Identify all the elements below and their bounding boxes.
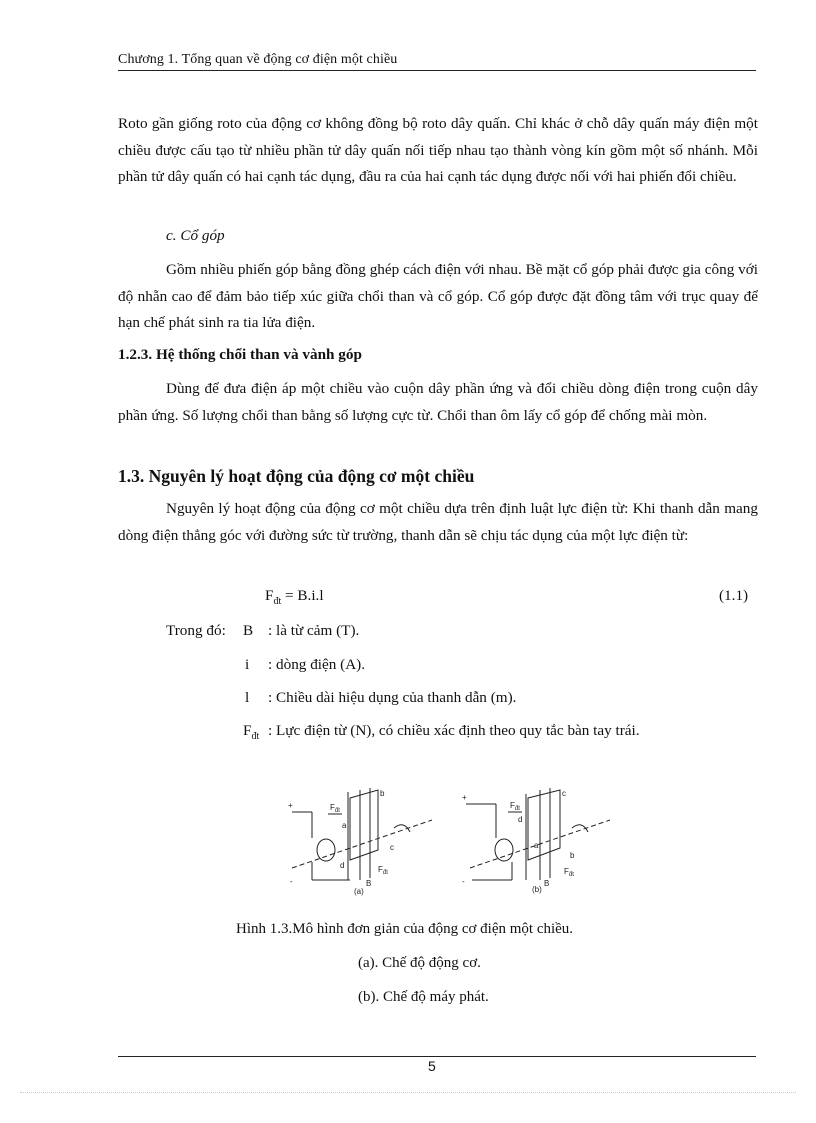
legend-symbol-b: B <box>243 622 254 639</box>
paragraph-text: Roto gần giống roto của động cơ không đồng bộ roto dây quấn. Chỉ khác ở chỗ dây quấn máy điện một chiều được cấu tạo từ nhiều phần tử dây quấn nối tiếp nhau tạo thành vòng kín gồm một số nhánh. Mỗi phần tử dây quấn có hai cạnh tác dụng, đầu ra của hai cạnh tác dụng được nối với hai phiến đổi chiều. <box>118 115 758 185</box>
label-plus-b: + <box>462 793 467 802</box>
label-plus-a: + <box>288 801 293 810</box>
legend-desc-b: : là từ cảm (T). <box>268 622 360 639</box>
label-fdt2-a: $F_{đt}$ <box>378 865 388 876</box>
commutator-a <box>317 839 335 861</box>
paragraph-text: Gồm nhiều phiến góp bằng đồng ghép cách điện với nhau. Bề mặt cổ góp phải được gia công với độ nhẵn cao để đảm bảo tiếp xúc giữa chổi than và cổ góp. Cổ góp được đặt đồng tâm với trục quay để hạn chế phát sinh ra tia lửa điện. <box>118 261 758 331</box>
diagram-b <box>466 788 610 880</box>
equation: $F_{đt} = B.i.l$ <box>265 587 324 608</box>
label-minus-a: - <box>290 877 293 886</box>
coil-b <box>528 790 560 860</box>
label-minus-b: - <box>462 877 465 886</box>
coil-a <box>350 790 378 860</box>
legend-desc-i: : dòng điện (A). <box>268 656 366 673</box>
page-bottom-border <box>20 1092 796 1093</box>
label-B-b: B <box>544 879 550 888</box>
label-cap-b: (b) <box>532 885 542 894</box>
figure-caption: Hình 1.3.Mô hình đơn giản của động cơ điện một chiều. <box>236 921 574 937</box>
legend-desc-l: : Chiều dài hiệu dụng của thanh dẫn (m). <box>268 689 517 706</box>
label-b-a: b <box>380 789 385 798</box>
label-d-b: d <box>518 815 523 824</box>
section-heading-1-2-3: 1.2.3. Hệ thống chổi than và vành góp <box>118 346 362 363</box>
label-b-b: b <box>570 851 575 860</box>
page-number: 5 <box>428 1058 436 1074</box>
dc-motor-diagram <box>282 788 622 896</box>
paragraph-choi-than <box>118 376 758 429</box>
paragraph-nguyen-ly <box>118 496 758 549</box>
rotation-arrow-b <box>572 825 588 832</box>
legend-symbol-l: l <box>245 689 250 706</box>
rotation-arrow-a <box>394 825 410 832</box>
diagram-a <box>292 788 432 880</box>
label-fdt-b: $F_{đt}$ <box>510 801 520 812</box>
label-B-a: B <box>366 879 372 888</box>
figure-subcaption-a: (a). Chế độ động cơ. <box>358 955 481 971</box>
label-fdt2-b: $F_{đt}$ <box>564 867 574 878</box>
paragraph-roto <box>118 111 758 191</box>
label-a-b: a <box>534 841 539 850</box>
subheading-co-gop: c. Cổ góp <box>166 227 225 244</box>
label-cap-a: (a) <box>354 887 364 896</box>
paragraph-text: Nguyên lý hoạt động của động cơ một chiều dựa trên định luật lực điện từ: Khi thanh dẫn mang dòng điện thẳng góc với đường sức từ trường, thanh dẫn sẽ chịu tác dụng của một lực điện từ: <box>118 500 758 544</box>
legend-intro: Trong đó: <box>166 622 226 639</box>
label-c-b: c <box>562 789 566 798</box>
axis-line-a <box>292 820 432 868</box>
label-a-a: a <box>342 821 347 830</box>
header-rule <box>118 70 756 71</box>
label-d-a: d <box>340 861 345 870</box>
figure-subcaption-b: (b). Chế độ máy phát. <box>358 989 489 1005</box>
label-c-a: c <box>390 843 394 852</box>
legend-desc-fdt: : Lực điện từ (N), có chiều xác định theo quy tắc bàn tay trái. <box>268 722 640 739</box>
label-fdt-a: $F_{đt}$ <box>330 803 340 814</box>
commutator-b <box>495 839 513 861</box>
paragraph-co-gop <box>118 257 758 337</box>
paragraph-text: Dùng để đưa điện áp một chiều vào cuộn dây phần ứng và đổi chiều dòng điện trong cuộn dây phần ứng. Số lượng chổi than bằng số lượng cực từ. Chổi than ôm lấy cổ góp để chống mài mòn. <box>118 380 758 424</box>
legend-symbol-i: i <box>245 656 250 673</box>
footer-rule <box>118 1056 756 1057</box>
section-heading-1-3: 1.3. Nguyên lý hoạt động của động cơ một chiều <box>118 466 475 486</box>
running-header: Chương 1. Tổng quan về động cơ điện một chiều <box>118 52 398 67</box>
equation-number: (1.1) <box>719 587 749 604</box>
legend-symbol-fdt: $F_{đt}$ <box>243 722 260 743</box>
